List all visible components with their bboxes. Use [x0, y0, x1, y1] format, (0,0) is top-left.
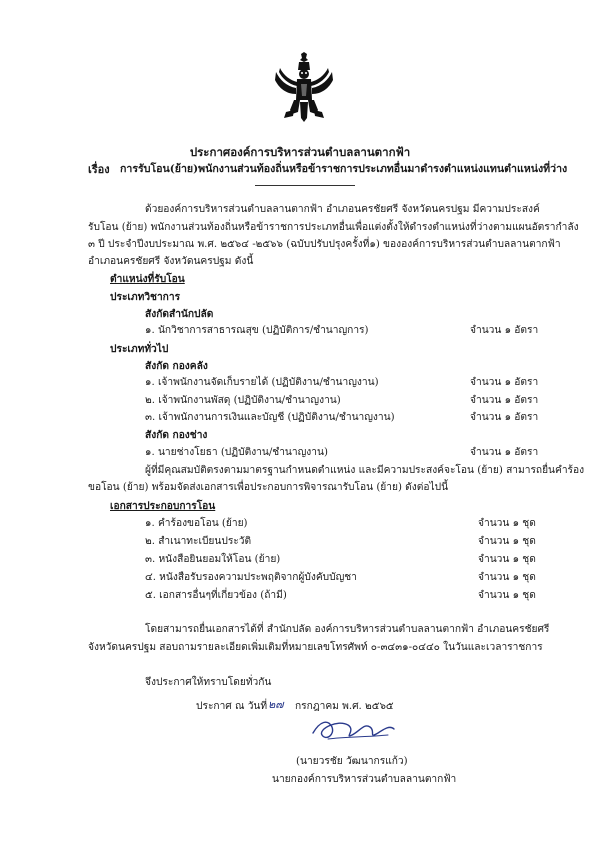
qualification-line-1: ผู้ที่มีคุณสมบัติตรงตามมาตรฐานกำหนดตำแหน่ง และมีความประสงค์จะโอน (ย้าย) สามารถยื่นคำร้อง: [145, 465, 585, 476]
positions-heading: ตำแหน่งที่รับโอน: [110, 273, 185, 285]
intro-line-1: ด้วยองค์การบริหารส่วนตำบลลานตากฟ้า อำเภอนครชัยศรี จังหวัดนครปฐม มีความประสงค์: [145, 204, 540, 215]
date-prefix: ประกาศ ณ วันที่: [196, 701, 268, 712]
subject-text: การรับโอน(ย้าย)พนักงานส่วนท้องถิ่นหรือข้าราชการประเภทอื่นมาดำรงตำแหน่งแทนตำแหน่งที่ว่าง: [120, 163, 568, 175]
dept-office-clerk: สังกัดสำนักปลัด: [145, 308, 214, 320]
position-item: ๑. นักวิชาการสาธารณสุข (ปฏิบัติการ/ชำนาญการ): [145, 325, 369, 336]
date-day-handwritten: ๒๗: [268, 698, 284, 711]
position-item: ๑. เจ้าพนักงานจัดเก็บรายได้ (ปฏิบัติงาน/ชำนาญงาน): [145, 377, 379, 388]
intro-line-4: อำเภอนครชัยศรี จังหวัดนครปฐม ดังนี้: [88, 256, 254, 267]
position-quantity: จำนวน ๑ อัตรา: [470, 395, 539, 406]
signer-name: (นายวรชัย วัฒนากรแก้ว): [296, 756, 408, 767]
position-quantity: จำนวน ๑ อัตรา: [470, 325, 539, 336]
document-item: ๑. คำร้องขอโอน (ย้าย): [145, 518, 248, 529]
position-item: ๒. เจ้าพนักงานพัสดุ (ปฏิบัติงาน/ชำนาญงาน): [145, 395, 341, 406]
document-item: ๒. สำเนาทะเบียนประวัติ: [145, 536, 252, 547]
document-item: ๓. หนังสือยินยอมให้โอน (ย้าย): [145, 554, 281, 565]
subject-label: เรื่อง: [88, 163, 110, 176]
dept-finance: สังกัด กองคลัง: [145, 360, 208, 372]
qualification-line-2: ขอโอน (ย้าย) พร้อมจัดส่งเอกสารเพื่อประกอบการพิจารณารับโอน (ย้าย) ดังต่อไปนี้: [88, 482, 449, 493]
position-item: ๓. เจ้าพนักงานการเงินและบัญชี (ปฏิบัติงาน/ชำนาญงาน): [145, 412, 395, 423]
garuda-emblem-icon: [274, 52, 334, 122]
signer-title: นายกองค์การบริหารส่วนตำบลลานตากฟ้า: [272, 774, 457, 785]
announcement-title: ประกาศองค์การบริหารส่วนตำบลลานตากฟ้า: [189, 145, 411, 159]
document-quantity: จำนวน ๑ ชุด: [478, 590, 536, 601]
position-quantity: จำนวน ๑ อัตรา: [470, 412, 539, 423]
document-quantity: จำนวน ๑ ชุด: [478, 572, 536, 583]
dept-engineering: สังกัด กองช่าง: [145, 429, 208, 441]
category-general: ประเภททั่วไป: [110, 343, 169, 355]
position-item: ๑. นายช่างโยธา (ปฏิบัติงาน/ชำนาญงาน): [145, 447, 328, 458]
position-quantity: จำนวน ๑ อัตรา: [470, 447, 539, 458]
intro-line-3: ๓ ปี ประจำปีงบประมาณ พ.ศ. ๒๕๖๔ -๒๕๖๖ (ฉบับปรับปรุงครั้งที่๑) ขององค์การบริหารส่วนตำบลลานตากฟ้า: [88, 239, 561, 250]
closing-statement: จึงประกาศให้ทราบโดยทั่วกัน: [145, 677, 272, 688]
submission-line-1: โดยสามารถยื่นเอกสารได้ที่ สำนักปลัด องค์การบริหารส่วนตำบลลานตากฟ้า อำเภอนครชัยศรี: [145, 624, 550, 635]
submission-line-2: จังหวัดนครปฐม สอบถามรายละเอียดเพิ่มเติมที่หมายเลขโทรศัพท์ ๐-๓๔๓๑-๐๔๔๐ ในวันและเวลาราชการ: [88, 642, 543, 653]
position-quantity: จำนวน ๑ อัตรา: [470, 377, 539, 388]
intro-line-2: รับโอน (ย้าย) พนักงานส่วนท้องถิ่นหรือข้าราชการประเภทอื่นเพื่อแต่งตั้งให้ดำรงตำแหน่งที่ว่างตามแผนอัตรากำลัง: [88, 222, 579, 233]
divider-line: [255, 185, 355, 186]
date-month-year: กรกฎาคม พ.ศ. ๒๕๖๕: [295, 701, 394, 712]
document-item: ๕. เอกสารอื่นๆที่เกี่ยวข้อง (ถ้ามี): [145, 590, 287, 601]
document-quantity: จำนวน ๑ ชุด: [478, 554, 536, 565]
documents-heading: เอกสารประกอบการโอน: [110, 500, 216, 512]
category-academic: ประเภทวิชาการ: [110, 291, 181, 303]
document-quantity: จำนวน ๑ ชุด: [478, 536, 536, 547]
document-item: ๔. หนังสือรับรองความประพฤติจากผู้บังคับบัญชา: [145, 572, 357, 583]
document-quantity: จำนวน ๑ ชุด: [478, 518, 536, 529]
signature-icon: [308, 713, 398, 747]
